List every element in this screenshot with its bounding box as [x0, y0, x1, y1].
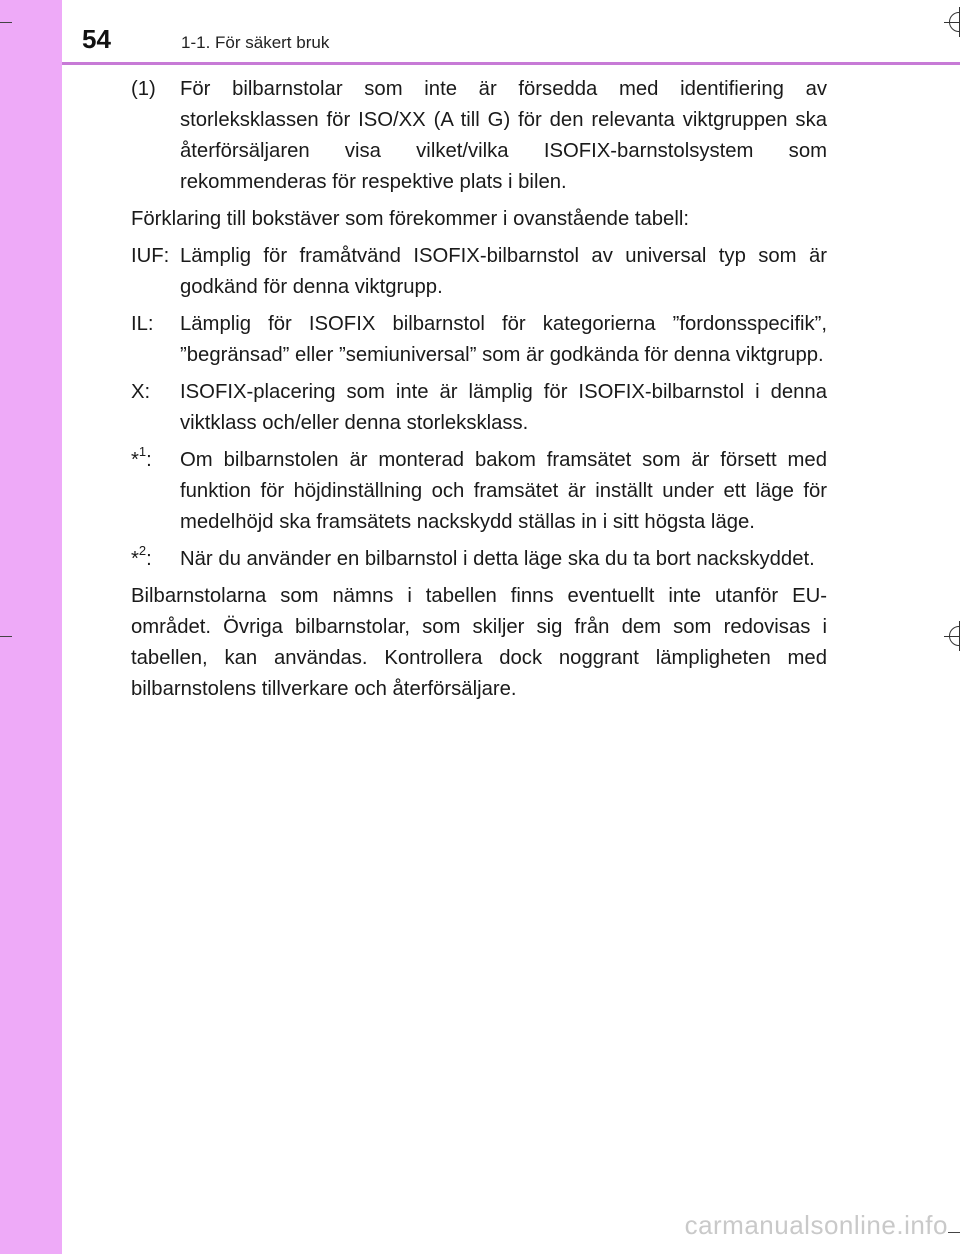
crop-mark [948, 1232, 960, 1233]
header-rule [62, 62, 960, 65]
footnote-number: 2 [138, 543, 147, 559]
footnote-1 [131, 445, 827, 538]
footnote-number: 1 [138, 444, 147, 460]
section-title: 1-1. För säkert bruk [181, 33, 330, 52]
watermark: carmanualsonline.info [684, 1210, 948, 1240]
note-key: (1) [131, 78, 156, 100]
footnote-colon: : [146, 548, 152, 570]
legend-text: ISOFIX-placering som inte är lämplig för ISOFIX-bilbarnstol i denna viktklass och/eller denna storleksklass. [180, 381, 827, 434]
footnote-key [131, 445, 152, 476]
side-tab-strip [0, 0, 62, 1254]
legend-text: Lämplig för framåtvänd ISOFIX-bilbarnstol av universal typ som är godkänd för denna viktgrupp. [180, 245, 827, 298]
body-content [131, 74, 827, 711]
note-item [131, 74, 827, 198]
footnote-star: * [131, 449, 139, 471]
legend-item-il [131, 309, 827, 371]
footnote-text: Om bilbarnstolen är monterad bakom framsätet som är försett med funktion för höjdinställning och framsätet är inställt under ett läge för medelhöjd ska framsätets nackskydd ställas in i sitt högsta läge. [180, 449, 827, 533]
registration-mark-icon [944, 7, 960, 37]
page-number: 54 [82, 24, 111, 54]
footnote-2 [131, 544, 827, 575]
footnote-key [131, 544, 152, 575]
footnote-star: * [131, 548, 139, 570]
legend-key: IUF: [131, 245, 170, 267]
legend-key: IL: [131, 313, 154, 335]
crop-mark [0, 636, 12, 637]
legend-intro: Förklaring till bokstäver som förekommer i ovanstående tabell: [131, 208, 689, 230]
footnote-colon: : [146, 449, 152, 471]
registration-mark-icon [944, 621, 960, 651]
legend-text: Lämplig för ISOFIX bilbarnstol för kategorierna ”fordonsspecifik”, ”begränsad” eller ”semiuniversal” som är godkända för denna viktgrupp. [180, 313, 827, 366]
crop-mark [0, 22, 12, 23]
closing-paragraph: Bilbarnstolarna som nämns i tabellen finns eventuellt inte utanför EU-området. Övriga bilbarnstolar, som skiljer sig från dem som redovisas i tabellen, kan användas. Kontrollera dock noggrant lämpligheten med bilbarnstolens tillverkare och återförsäljare. [131, 585, 827, 700]
footnote-text: När du använder en bilbarnstol i detta läge ska du ta bort nackskyddet. [180, 548, 815, 570]
legend-key: X: [131, 381, 151, 403]
legend-item-x [131, 377, 827, 439]
note-text: För bilbarnstolar som inte är försedda med identifiering av storleksklassen för ISO/XX (A till G) för den relevanta viktgruppen ska återförsäljaren visa vilket/vilka ISOFIX-barnstolsystem som rekommenderas för respektive plats i bilen. [180, 78, 827, 193]
legend-item-iuf [131, 241, 827, 303]
